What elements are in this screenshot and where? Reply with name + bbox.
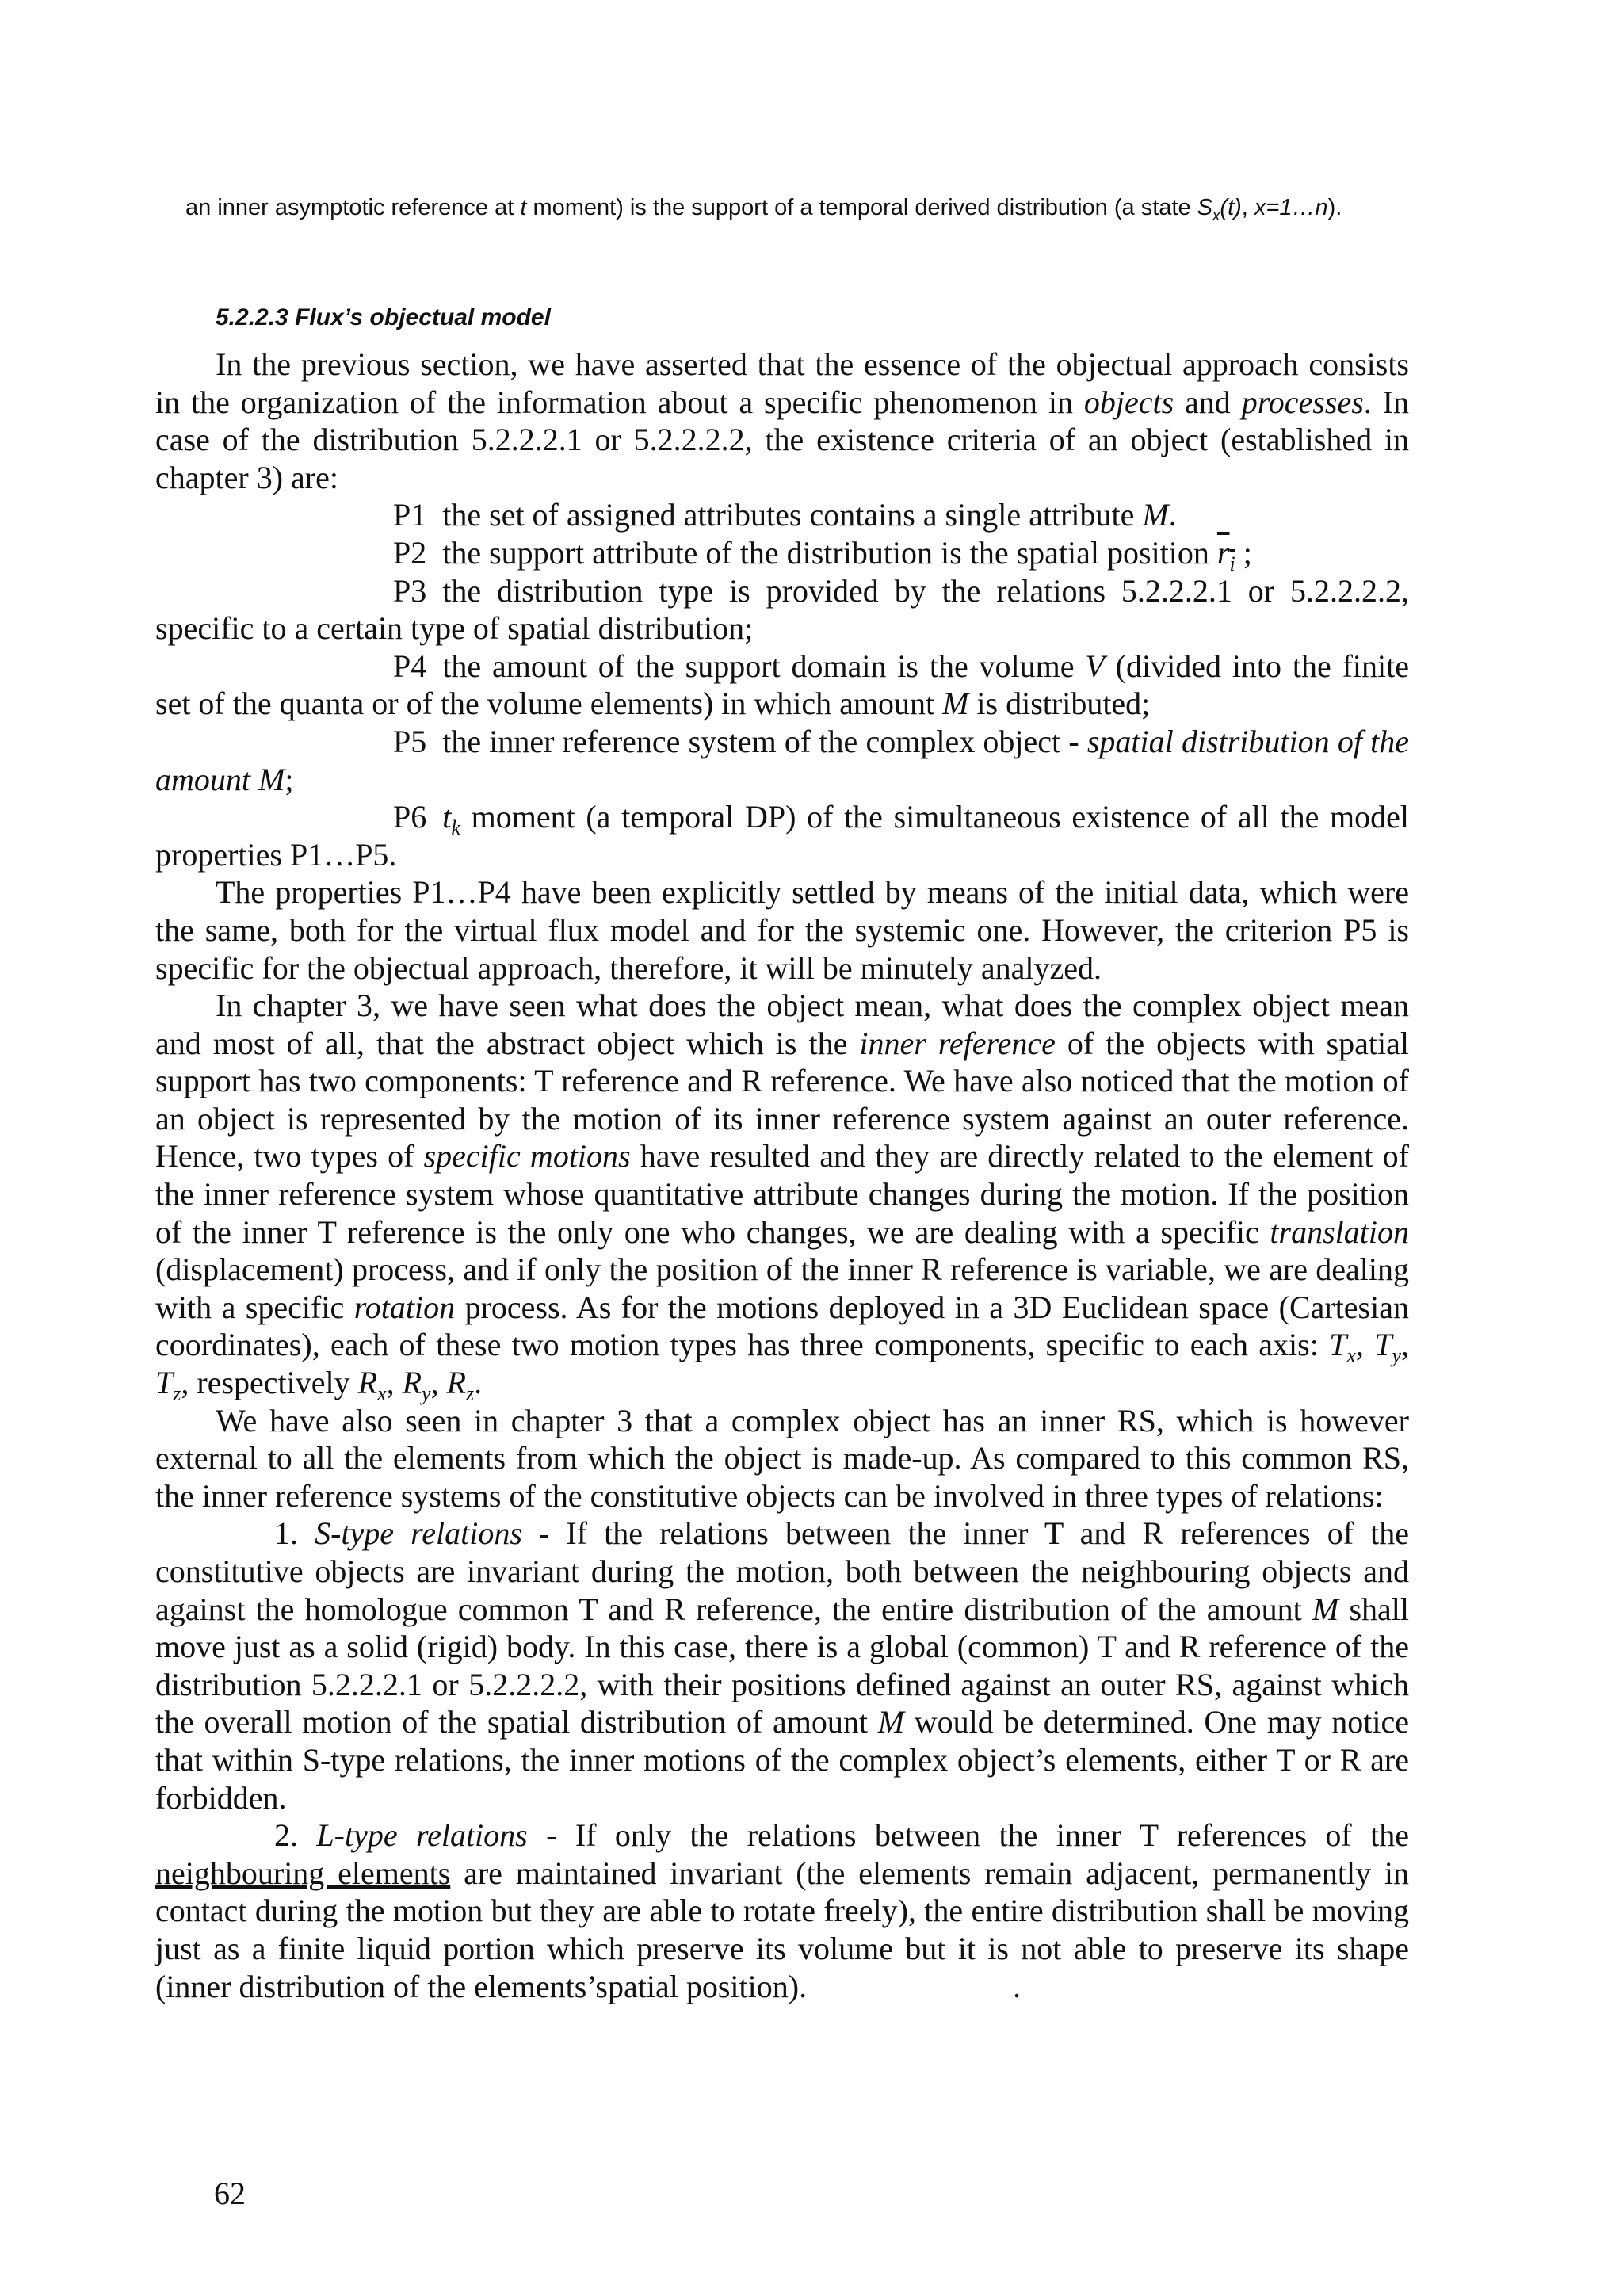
time-symbol: $t_k$ (442, 799, 460, 840)
text-span: ). (1327, 195, 1342, 220)
property-p5: P5 the inner reference system of the complex object - spatial distribution of the amount M; (155, 723, 1410, 797)
text-span: moment) is the support of a temporal derived distribution (a state (526, 195, 1197, 220)
property-p2: P2 the support attribute of the distribution is the spatial position $r_i$ ; (393, 534, 1252, 575)
property-p6: P6 $t_k$ moment (a temporal DP) of the simultaneous existence of all the model properties P1…P5. (155, 799, 1409, 873)
carryover-paragraph (185, 192, 1406, 223)
paragraph-chapter3: In chapter 3, we have seen what does the object mean, what does the complex object mean and most of all, that the abstract object which is the inner reference of the objects with spatial support has two components: T reference and R reference. We have also noticed that the motion of an object is represented by the motion of its inner reference system against an outer reference. Hence, two types of specific motions have resulted and they are directly related to the element of the inner reference system whose quantitative attribute changes during the motion. If the position of the inner T reference is the only one who changes, we are dealing with a specific translation (displacement) process, and if only the position of the inner R reference is variable, we are dealing with a specific rotation process. As for the motions deployed in a 3D Euclidean space (Cartesian coordinates), each of these two motion types has three components, specific to each axis: $T_x$, $T_y$, $T_z$, respectively $R_x$, $R_y$, $R_z$. (155, 988, 1410, 1406)
paragraph-p1-p4: The properties P1…P4 have been explicitly settled by means of the initial data, which were the same, both for the virtual flux model and for the systemic one. However, the criterion P5 is specific for the objectual approach, therefore, it will be minutely analyzed. (155, 874, 1409, 986)
text-span: an inner asymptotic reference at (185, 195, 521, 220)
text-span: , (1241, 195, 1254, 220)
body-text (155, 346, 1409, 2005)
property-p1: P1 the set of assigned attributes contains a single attribute M. (393, 497, 1177, 533)
text-span: x=1…n (1254, 195, 1328, 220)
property-p4: P4 the amount of the support domain is the volume V (divided into the finite set of the quanta or of the volume elements) in which amount M is distributed; (155, 648, 1410, 722)
relation-l-type: 2. L-type relations - If only the relations between the inner T references of the neighbouring elements are maintained invariant (the elements remain adjacent, permanently in contact during the motion but they are able to rotate freely), the entire distribution shall be moving just as a finite liquid portion which preserve its volume but it is not able to preserve its shape (inner distribution of the elements’spatial position). . (155, 1817, 1410, 2004)
relation-s-type: 1. S-type relations - If the relations between the inner T and R references of the constitutive objects are invariant during the motion, both between the neighbouring objects and against the homologue common T and R reference, the entire distribution of the amount M shall move just as a solid (rigid) body. In this case, there is a global (common) T and R reference of the distribution 5.2.2.2.1 or 5.2.2.2.2, with their positions defined against an outer RS, against which the overall motion of the spatial distribution of amount M would be determined. One may notice that within S-type relations, the inner motions of the complex object’s elements, either T or R are forbidden. (155, 1515, 1410, 1816)
intro-paragraph: In the previous section, we have asserted that the essence of the objectual approach consists in the organization of the information about a specific phenomenon in objects and processes. In case of the distribution 5.2.2.2.1 or 5.2.2.2.2, the existence criteria of an object (established in chapter 3) are: (155, 346, 1409, 495)
section-heading: 5.2.2.3 Flux’s objectual model (216, 304, 551, 330)
page-number: 62 (214, 2176, 246, 2211)
property-p3: P3 the distribution type is provided by the relations 5.2.2.2.1 or 5.2.2.2.2, specific to a certain type of spatial distribution; (155, 572, 1409, 647)
paragraph-complex-object: We have also seen in chapter 3 that a complex object has an inner RS, which is however external to all the elements from which the object is made-up. As compared to this common RS, the inner reference systems of the constitutive objects can be involved in three types of relations: (155, 1402, 1409, 1514)
position-vector-symbol: $r_i$ (1216, 534, 1235, 575)
text-span: t (520, 195, 527, 220)
state-symbol: $S_x(t)$ (1197, 195, 1242, 223)
